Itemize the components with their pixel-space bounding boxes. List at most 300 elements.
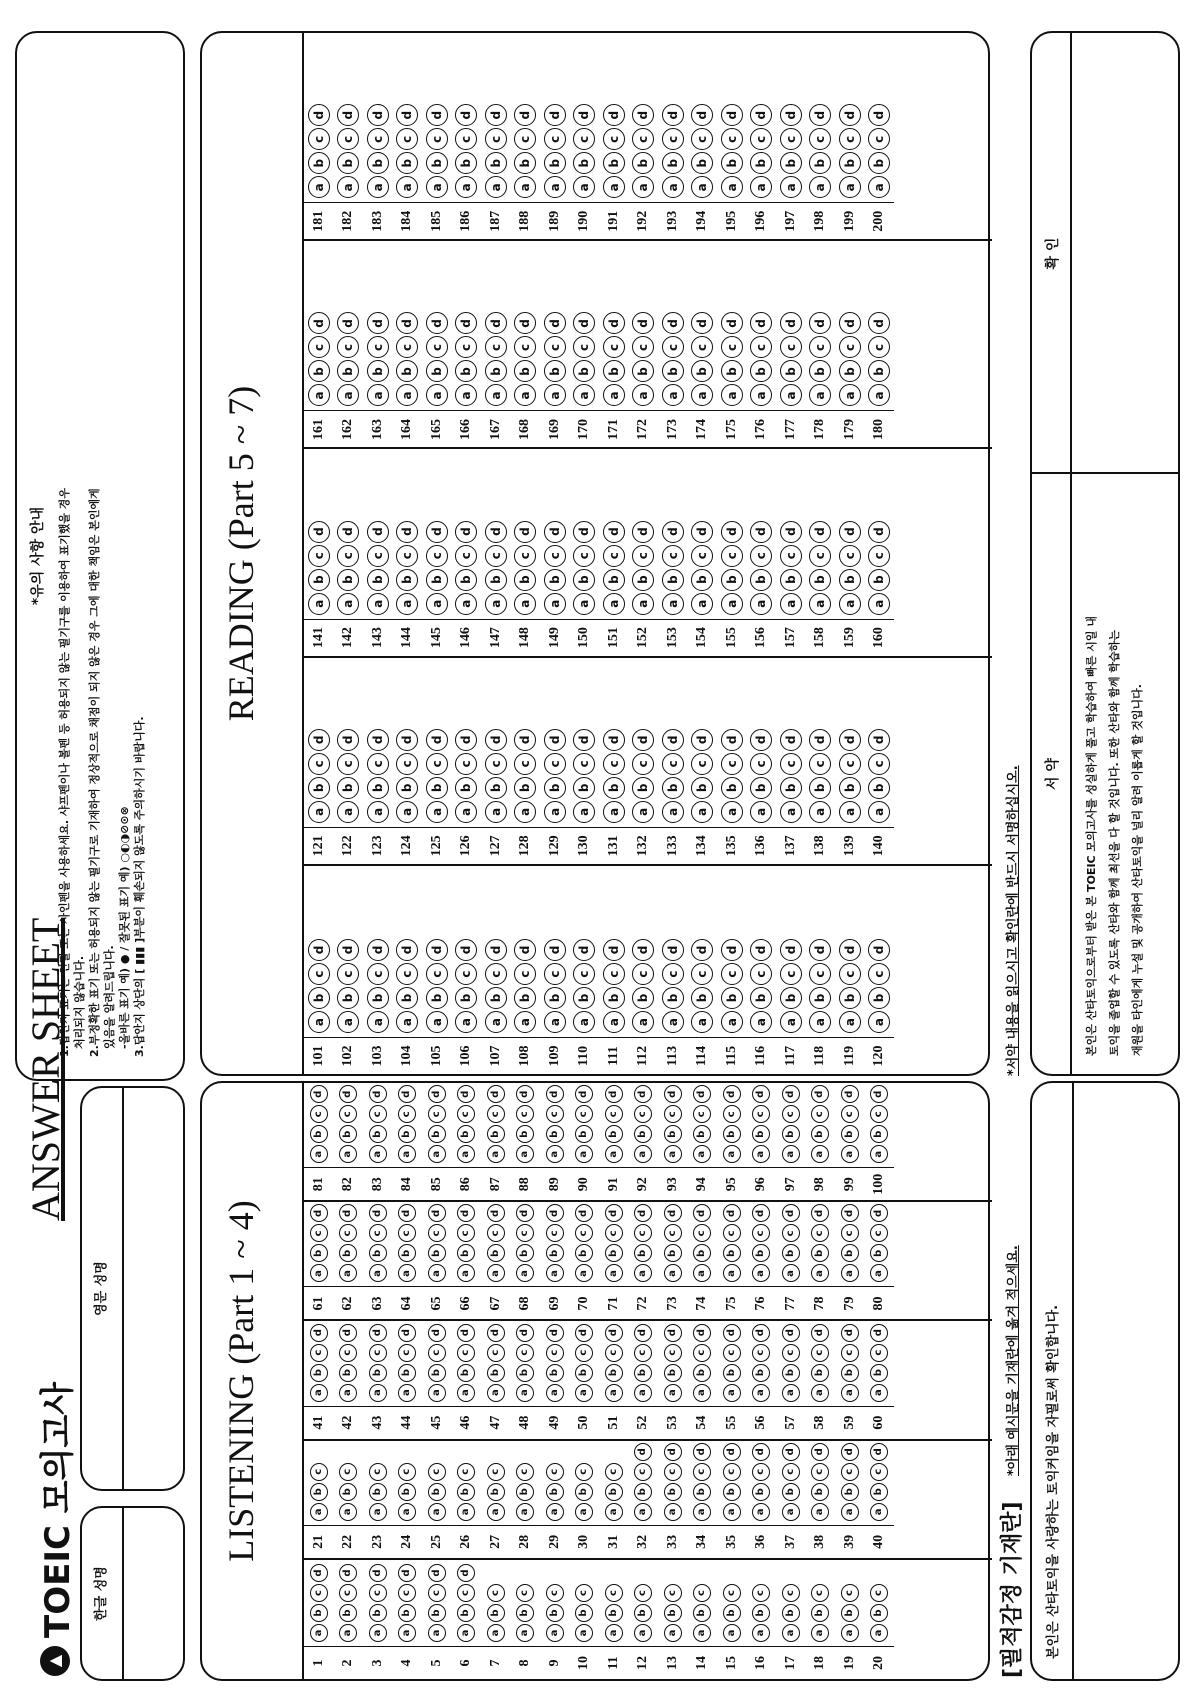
answer-bubble-a[interactable]: a [369,1145,387,1163]
answer-bubble-a[interactable]: a [308,593,330,615]
answer-bubble-b[interactable]: b [603,360,625,382]
answer-bubble-d[interactable]: d [573,312,595,334]
answer-bubble-d[interactable]: d [487,1085,505,1103]
answer-bubble-c[interactable]: c [634,1584,652,1602]
answer-bubble-b[interactable]: b [662,987,684,1009]
answer-bubble-d[interactable]: d [634,1085,652,1103]
answer-bubble-a[interactable]: a [782,1145,800,1163]
answer-bubble-b[interactable]: b [339,1604,357,1622]
answer-bubble-a[interactable]: a [868,801,890,823]
answer-bubble-b[interactable]: b [575,1125,593,1143]
answer-bubble-b[interactable]: b [546,1364,564,1382]
answer-bubble-b[interactable]: b [870,1244,888,1262]
answer-bubble-b[interactable]: b [870,1364,888,1382]
answer-bubble-d[interactable]: d [721,939,743,961]
answer-bubble-a[interactable]: a [573,176,595,198]
answer-bubble-b[interactable]: b [811,1125,829,1143]
answer-bubble-b[interactable]: b [426,777,448,799]
answer-bubble-c[interactable]: c [544,336,566,358]
answer-bubble-a[interactable]: a [337,593,359,615]
answer-bubble-b[interactable]: b [485,152,507,174]
answer-bubble-b[interactable]: b [839,569,861,591]
answer-bubble-d[interactable]: d [487,1324,505,1342]
answer-bubble-d[interactable]: d [367,729,389,751]
answer-bubble-c[interactable]: c [514,336,536,358]
answer-bubble-b[interactable]: b [396,360,418,382]
answer-bubble-d[interactable]: d [516,1085,534,1103]
answer-bubble-b[interactable]: b [544,987,566,1009]
answer-bubble-c[interactable]: c [664,1105,682,1123]
answer-bubble-b[interactable]: b [693,1244,711,1262]
answer-bubble-a[interactable]: a [750,384,772,406]
answer-bubble-b[interactable]: b [573,569,595,591]
answer-bubble-b[interactable]: b [514,569,536,591]
answer-bubble-a[interactable]: a [809,593,831,615]
answer-bubble-c[interactable]: c [721,128,743,150]
answer-bubble-c[interactable]: c [337,753,359,775]
answer-bubble-a[interactable]: a [573,1011,595,1033]
answer-bubble-a[interactable]: a [870,1503,888,1521]
answer-bubble-c[interactable]: c [310,1224,328,1242]
answer-bubble-d[interactable]: d [693,1324,711,1342]
answer-bubble-c[interactable]: c [870,1344,888,1362]
answer-bubble-a[interactable]: a [780,384,802,406]
answer-bubble-a[interactable]: a [398,1503,416,1521]
answer-bubble-d[interactable]: d [868,104,890,126]
answer-bubble-d[interactable]: d [457,1204,475,1222]
answer-bubble-a[interactable]: a [870,1624,888,1642]
answer-bubble-c[interactable]: c [367,753,389,775]
answer-bubble-d[interactable]: d [693,1443,711,1461]
answer-bubble-d[interactable]: d [839,521,861,543]
answer-bubble-d[interactable]: d [573,521,595,543]
answer-bubble-d[interactable]: d [721,104,743,126]
answer-bubble-a[interactable]: a [339,1264,357,1282]
answer-bubble-a[interactable]: a [782,1624,800,1642]
answer-bubble-b[interactable]: b [750,152,772,174]
answer-bubble-a[interactable]: a [455,1011,477,1033]
answer-bubble-d[interactable]: d [841,1204,859,1222]
answer-bubble-c[interactable]: c [839,128,861,150]
answer-bubble-d[interactable]: d [428,1324,446,1342]
answer-bubble-b[interactable]: b [664,1244,682,1262]
answer-bubble-c[interactable]: c [546,1584,564,1602]
answer-bubble-d[interactable]: d [367,521,389,543]
answer-bubble-d[interactable]: d [841,1324,859,1342]
answer-bubble-a[interactable]: a [455,176,477,198]
answer-bubble-d[interactable]: d [780,104,802,126]
answer-bubble-b[interactable]: b [546,1483,564,1501]
answer-bubble-b[interactable]: b [721,569,743,591]
answer-bubble-b[interactable]: b [868,569,890,591]
answer-bubble-d[interactable]: d [575,1085,593,1103]
answer-bubble-d[interactable]: d [839,729,861,751]
answer-bubble-c[interactable]: c [339,1224,357,1242]
answer-bubble-c[interactable]: c [752,1584,770,1602]
answer-bubble-d[interactable]: d [457,1324,475,1342]
answer-bubble-d[interactable]: d [721,312,743,334]
answer-bubble-a[interactable]: a [693,1264,711,1282]
answer-bubble-c[interactable]: c [750,963,772,985]
answer-bubble-a[interactable]: a [428,1384,446,1402]
answer-bubble-b[interactable]: b [721,360,743,382]
answer-bubble-b[interactable]: b [369,1125,387,1143]
answer-bubble-d[interactable]: d [870,1324,888,1342]
answer-bubble-a[interactable]: a [839,384,861,406]
answer-bubble-a[interactable]: a [396,1011,418,1033]
answer-bubble-d[interactable]: d [485,312,507,334]
answer-bubble-d[interactable]: d [310,1564,328,1582]
answer-bubble-b[interactable]: b [339,1364,357,1382]
answer-bubble-c[interactable]: c [721,545,743,567]
answer-bubble-b[interactable]: b [575,1364,593,1382]
answer-bubble-c[interactable]: c [337,963,359,985]
answer-bubble-a[interactable]: a [544,384,566,406]
answer-bubble-b[interactable]: b [487,1364,505,1382]
answer-bubble-b[interactable]: b [396,777,418,799]
answer-bubble-d[interactable]: d [811,1085,829,1103]
answer-bubble-d[interactable]: d [691,312,713,334]
answer-bubble-a[interactable]: a [428,1624,446,1642]
answer-bubble-b[interactable]: b [308,987,330,1009]
answer-bubble-a[interactable]: a [573,801,595,823]
answer-bubble-a[interactable]: a [752,1384,770,1402]
answer-bubble-d[interactable]: d [339,1204,357,1222]
answer-bubble-d[interactable]: d [634,1443,652,1461]
answer-bubble-b[interactable]: b [487,1125,505,1143]
answer-bubble-d[interactable]: d [455,939,477,961]
answer-bubble-b[interactable]: b [339,1244,357,1262]
answer-bubble-a[interactable]: a [367,593,389,615]
answer-bubble-d[interactable]: d [485,521,507,543]
answer-bubble-c[interactable]: c [723,1224,741,1242]
answer-bubble-d[interactable]: d [662,939,684,961]
answer-bubble-b[interactable]: b [752,1125,770,1143]
answer-bubble-a[interactable]: a [811,1145,829,1163]
answer-bubble-c[interactable]: c [487,1584,505,1602]
answer-bubble-b[interactable]: b [605,1483,623,1501]
answer-bubble-b[interactable]: b [782,1364,800,1382]
answer-bubble-d[interactable]: d [514,521,536,543]
answer-bubble-c[interactable]: c [839,963,861,985]
answer-bubble-b[interactable]: b [809,152,831,174]
answer-bubble-b[interactable]: b [870,1483,888,1501]
answer-bubble-b[interactable]: b [426,152,448,174]
answer-bubble-d[interactable]: d [693,1204,711,1222]
answer-bubble-c[interactable]: c [750,753,772,775]
answer-bubble-b[interactable]: b [811,1364,829,1382]
answer-bubble-a[interactable]: a [426,1011,448,1033]
answer-bubble-a[interactable]: a [369,1264,387,1282]
answer-bubble-a[interactable]: a [398,1624,416,1642]
answer-bubble-a[interactable]: a [457,1624,475,1642]
answer-bubble-c[interactable]: c [514,753,536,775]
answer-bubble-c[interactable]: c [428,1584,446,1602]
answer-bubble-b[interactable]: b [455,152,477,174]
answer-bubble-d[interactable]: d [662,104,684,126]
answer-bubble-c[interactable]: c [693,1224,711,1242]
answer-bubble-a[interactable]: a [514,801,536,823]
answer-bubble-c[interactable]: c [339,1584,357,1602]
answer-bubble-a[interactable]: a [487,1384,505,1402]
answer-bubble-b[interactable]: b [662,569,684,591]
answer-bubble-b[interactable]: b [398,1125,416,1143]
answer-bubble-a[interactable]: a [487,1503,505,1521]
answer-bubble-c[interactable]: c [780,963,802,985]
answer-bubble-a[interactable]: a [575,1503,593,1521]
answer-bubble-c[interactable]: c [841,1584,859,1602]
answer-bubble-b[interactable]: b [396,152,418,174]
answer-bubble-d[interactable]: d [544,939,566,961]
answer-bubble-c[interactable]: c [544,753,566,775]
answer-bubble-a[interactable]: a [426,801,448,823]
answer-bubble-c[interactable]: c [782,1224,800,1242]
answer-bubble-b[interactable]: b [839,777,861,799]
answer-bubble-b[interactable]: b [485,987,507,1009]
answer-bubble-b[interactable]: b [811,1483,829,1501]
answer-bubble-b[interactable]: b [457,1483,475,1501]
answer-bubble-b[interactable]: b [809,987,831,1009]
answer-bubble-c[interactable]: c [870,1224,888,1242]
answer-bubble-d[interactable]: d [632,312,654,334]
answer-bubble-b[interactable]: b [308,777,330,799]
answer-bubble-d[interactable]: d [750,521,772,543]
answer-bubble-c[interactable]: c [841,1105,859,1123]
answer-bubble-a[interactable]: a [367,801,389,823]
answer-bubble-b[interactable]: b [516,1604,534,1622]
answer-bubble-b[interactable]: b [870,1125,888,1143]
answer-bubble-d[interactable]: d [308,729,330,751]
answer-bubble-a[interactable]: a [455,593,477,615]
answer-bubble-c[interactable]: c [723,1105,741,1123]
answer-bubble-b[interactable]: b [750,360,772,382]
answer-bubble-b[interactable]: b [426,360,448,382]
pledge-write-field[interactable] [1072,1083,1178,1679]
answer-bubble-a[interactable]: a [664,1145,682,1163]
answer-bubble-b[interactable]: b [693,1125,711,1143]
answer-bubble-d[interactable]: d [605,1204,623,1222]
answer-bubble-b[interactable]: b [780,152,802,174]
answer-bubble-b[interactable]: b [693,1483,711,1501]
answer-bubble-d[interactable]: d [752,1324,770,1342]
answer-bubble-d[interactable]: d [632,729,654,751]
answer-bubble-a[interactable]: a [603,384,625,406]
answer-bubble-b[interactable]: b [632,569,654,591]
answer-bubble-c[interactable]: c [782,1463,800,1481]
answer-bubble-a[interactable]: a [308,1011,330,1033]
answer-bubble-d[interactable]: d [662,312,684,334]
answer-bubble-d[interactable]: d [308,939,330,961]
answer-bubble-b[interactable]: b [310,1604,328,1622]
answer-bubble-b[interactable]: b [839,152,861,174]
answer-bubble-b[interactable]: b [691,569,713,591]
answer-bubble-d[interactable]: d [398,1204,416,1222]
answer-bubble-c[interactable]: c [664,1463,682,1481]
answer-bubble-c[interactable]: c [310,1584,328,1602]
answer-bubble-c[interactable]: c [868,753,890,775]
answer-bubble-a[interactable]: a [723,1624,741,1642]
answer-bubble-b[interactable]: b [634,1125,652,1143]
answer-bubble-c[interactable]: c [809,545,831,567]
answer-bubble-a[interactable]: a [870,1145,888,1163]
answer-bubble-b[interactable]: b [544,569,566,591]
answer-bubble-c[interactable]: c [485,753,507,775]
answer-bubble-a[interactable]: a [546,1624,564,1642]
answer-bubble-c[interactable]: c [455,128,477,150]
answer-bubble-b[interactable]: b [809,777,831,799]
answer-bubble-d[interactable]: d [369,1564,387,1582]
answer-bubble-d[interactable]: d [337,939,359,961]
answer-bubble-c[interactable]: c [634,1344,652,1362]
answer-bubble-a[interactable]: a [457,1503,475,1521]
answer-bubble-c[interactable]: c [367,545,389,567]
answer-bubble-d[interactable]: d [723,1085,741,1103]
answer-bubble-a[interactable]: a [721,384,743,406]
answer-bubble-b[interactable]: b [723,1364,741,1382]
answer-bubble-d[interactable]: d [310,1085,328,1103]
answer-bubble-d[interactable]: d [723,1443,741,1461]
answer-bubble-b[interactable]: b [809,360,831,382]
answer-bubble-a[interactable]: a [485,1011,507,1033]
answer-bubble-a[interactable]: a [780,176,802,198]
answer-bubble-a[interactable]: a [811,1503,829,1521]
answer-bubble-b[interactable]: b [782,1125,800,1143]
answer-bubble-a[interactable]: a [721,593,743,615]
answer-bubble-b[interactable]: b [398,1364,416,1382]
answer-bubble-a[interactable]: a [752,1145,770,1163]
answer-bubble-d[interactable]: d [780,729,802,751]
signature-field[interactable] [1072,33,1178,472]
answer-bubble-b[interactable]: b [398,1483,416,1501]
answer-bubble-d[interactable]: d [721,521,743,543]
answer-bubble-a[interactable]: a [514,176,536,198]
answer-bubble-b[interactable]: b [634,1364,652,1382]
answer-bubble-a[interactable]: a [575,1264,593,1282]
answer-bubble-d[interactable]: d [809,104,831,126]
answer-bubble-b[interactable]: b [664,1364,682,1382]
answer-bubble-d[interactable]: d [514,312,536,334]
answer-bubble-d[interactable]: d [369,1204,387,1222]
answer-bubble-b[interactable]: b [369,1483,387,1501]
answer-bubble-a[interactable]: a [457,1145,475,1163]
answer-bubble-b[interactable]: b [841,1483,859,1501]
answer-bubble-a[interactable]: a [780,801,802,823]
answer-bubble-c[interactable]: c [337,336,359,358]
answer-bubble-a[interactable]: a [337,801,359,823]
answer-bubble-d[interactable]: d [752,1204,770,1222]
answer-bubble-a[interactable]: a [308,801,330,823]
answer-bubble-b[interactable]: b [310,1244,328,1262]
answer-bubble-a[interactable]: a [723,1384,741,1402]
answer-bubble-c[interactable]: c [573,128,595,150]
answer-bubble-d[interactable]: d [337,104,359,126]
answer-bubble-d[interactable]: d [396,729,418,751]
answer-bubble-d[interactable]: d [337,729,359,751]
answer-bubble-a[interactable]: a [514,384,536,406]
answer-bubble-a[interactable]: a [310,1624,328,1642]
answer-bubble-a[interactable]: a [811,1384,829,1402]
answer-bubble-c[interactable]: c [809,963,831,985]
answer-bubble-d[interactable]: d [428,1204,446,1222]
answer-bubble-a[interactable]: a [839,593,861,615]
answer-bubble-c[interactable]: c [573,336,595,358]
answer-bubble-b[interactable]: b [310,1364,328,1382]
answer-bubble-b[interactable]: b [634,1604,652,1622]
answer-bubble-c[interactable]: c [632,128,654,150]
answer-bubble-d[interactable]: d [841,1443,859,1461]
answer-bubble-b[interactable]: b [691,777,713,799]
answer-bubble-b[interactable]: b [664,1604,682,1622]
answer-bubble-a[interactable]: a [398,1264,416,1282]
answer-bubble-d[interactable]: d [544,104,566,126]
answer-bubble-a[interactable]: a [752,1264,770,1282]
answer-bubble-a[interactable]: a [782,1503,800,1521]
answer-bubble-d[interactable]: d [339,1564,357,1582]
answer-bubble-b[interactable]: b [811,1244,829,1262]
answer-bubble-c[interactable]: c [546,1224,564,1242]
answer-bubble-d[interactable]: d [455,729,477,751]
answer-bubble-d[interactable]: d [839,312,861,334]
answer-bubble-b[interactable]: b [308,569,330,591]
answer-bubble-b[interactable]: b [632,360,654,382]
answer-bubble-a[interactable]: a [868,593,890,615]
answer-bubble-c[interactable]: c [750,545,772,567]
answer-bubble-a[interactable]: a [809,801,831,823]
answer-bubble-d[interactable]: d [514,939,536,961]
answer-bubble-a[interactable]: a [487,1145,505,1163]
answer-bubble-a[interactable]: a [782,1264,800,1282]
answer-bubble-a[interactable]: a [337,1011,359,1033]
answer-bubble-d[interactable]: d [603,729,625,751]
answer-bubble-a[interactable]: a [369,1503,387,1521]
answer-bubble-d[interactable]: d [398,1564,416,1582]
answer-bubble-a[interactable]: a [516,1264,534,1282]
answer-bubble-c[interactable]: c [575,1105,593,1123]
answer-bubble-a[interactable]: a [662,593,684,615]
answer-bubble-c[interactable]: c [750,336,772,358]
answer-bubble-c[interactable]: c [664,1224,682,1242]
answer-bubble-a[interactable]: a [664,1264,682,1282]
answer-bubble-d[interactable]: d [308,312,330,334]
answer-bubble-a[interactable]: a [632,801,654,823]
answer-bubble-d[interactable]: d [426,312,448,334]
answer-bubble-c[interactable]: c [396,128,418,150]
answer-bubble-c[interactable]: c [337,128,359,150]
answer-bubble-b[interactable]: b [573,777,595,799]
answer-bubble-b[interactable]: b [693,1604,711,1622]
answer-bubble-a[interactable]: a [485,801,507,823]
answer-bubble-c[interactable]: c [723,1584,741,1602]
answer-bubble-d[interactable]: d [870,1204,888,1222]
answer-bubble-c[interactable]: c [308,128,330,150]
name-kr-field[interactable] [122,1508,183,1679]
answer-bubble-b[interactable]: b [632,987,654,1009]
answer-bubble-a[interactable]: a [841,1145,859,1163]
answer-bubble-d[interactable]: d [487,1204,505,1222]
answer-bubble-b[interactable]: b [396,987,418,1009]
answer-bubble-b[interactable]: b [369,1604,387,1622]
answer-bubble-c[interactable]: c [575,1224,593,1242]
answer-bubble-c[interactable]: c [308,753,330,775]
answer-bubble-d[interactable]: d [868,729,890,751]
answer-bubble-c[interactable]: c [691,963,713,985]
answer-bubble-d[interactable]: d [780,939,802,961]
answer-bubble-b[interactable]: b [428,1244,446,1262]
answer-bubble-c[interactable]: c [868,336,890,358]
answer-bubble-d[interactable]: d [575,1324,593,1342]
answer-bubble-d[interactable]: d [868,521,890,543]
answer-bubble-a[interactable]: a [632,1011,654,1033]
